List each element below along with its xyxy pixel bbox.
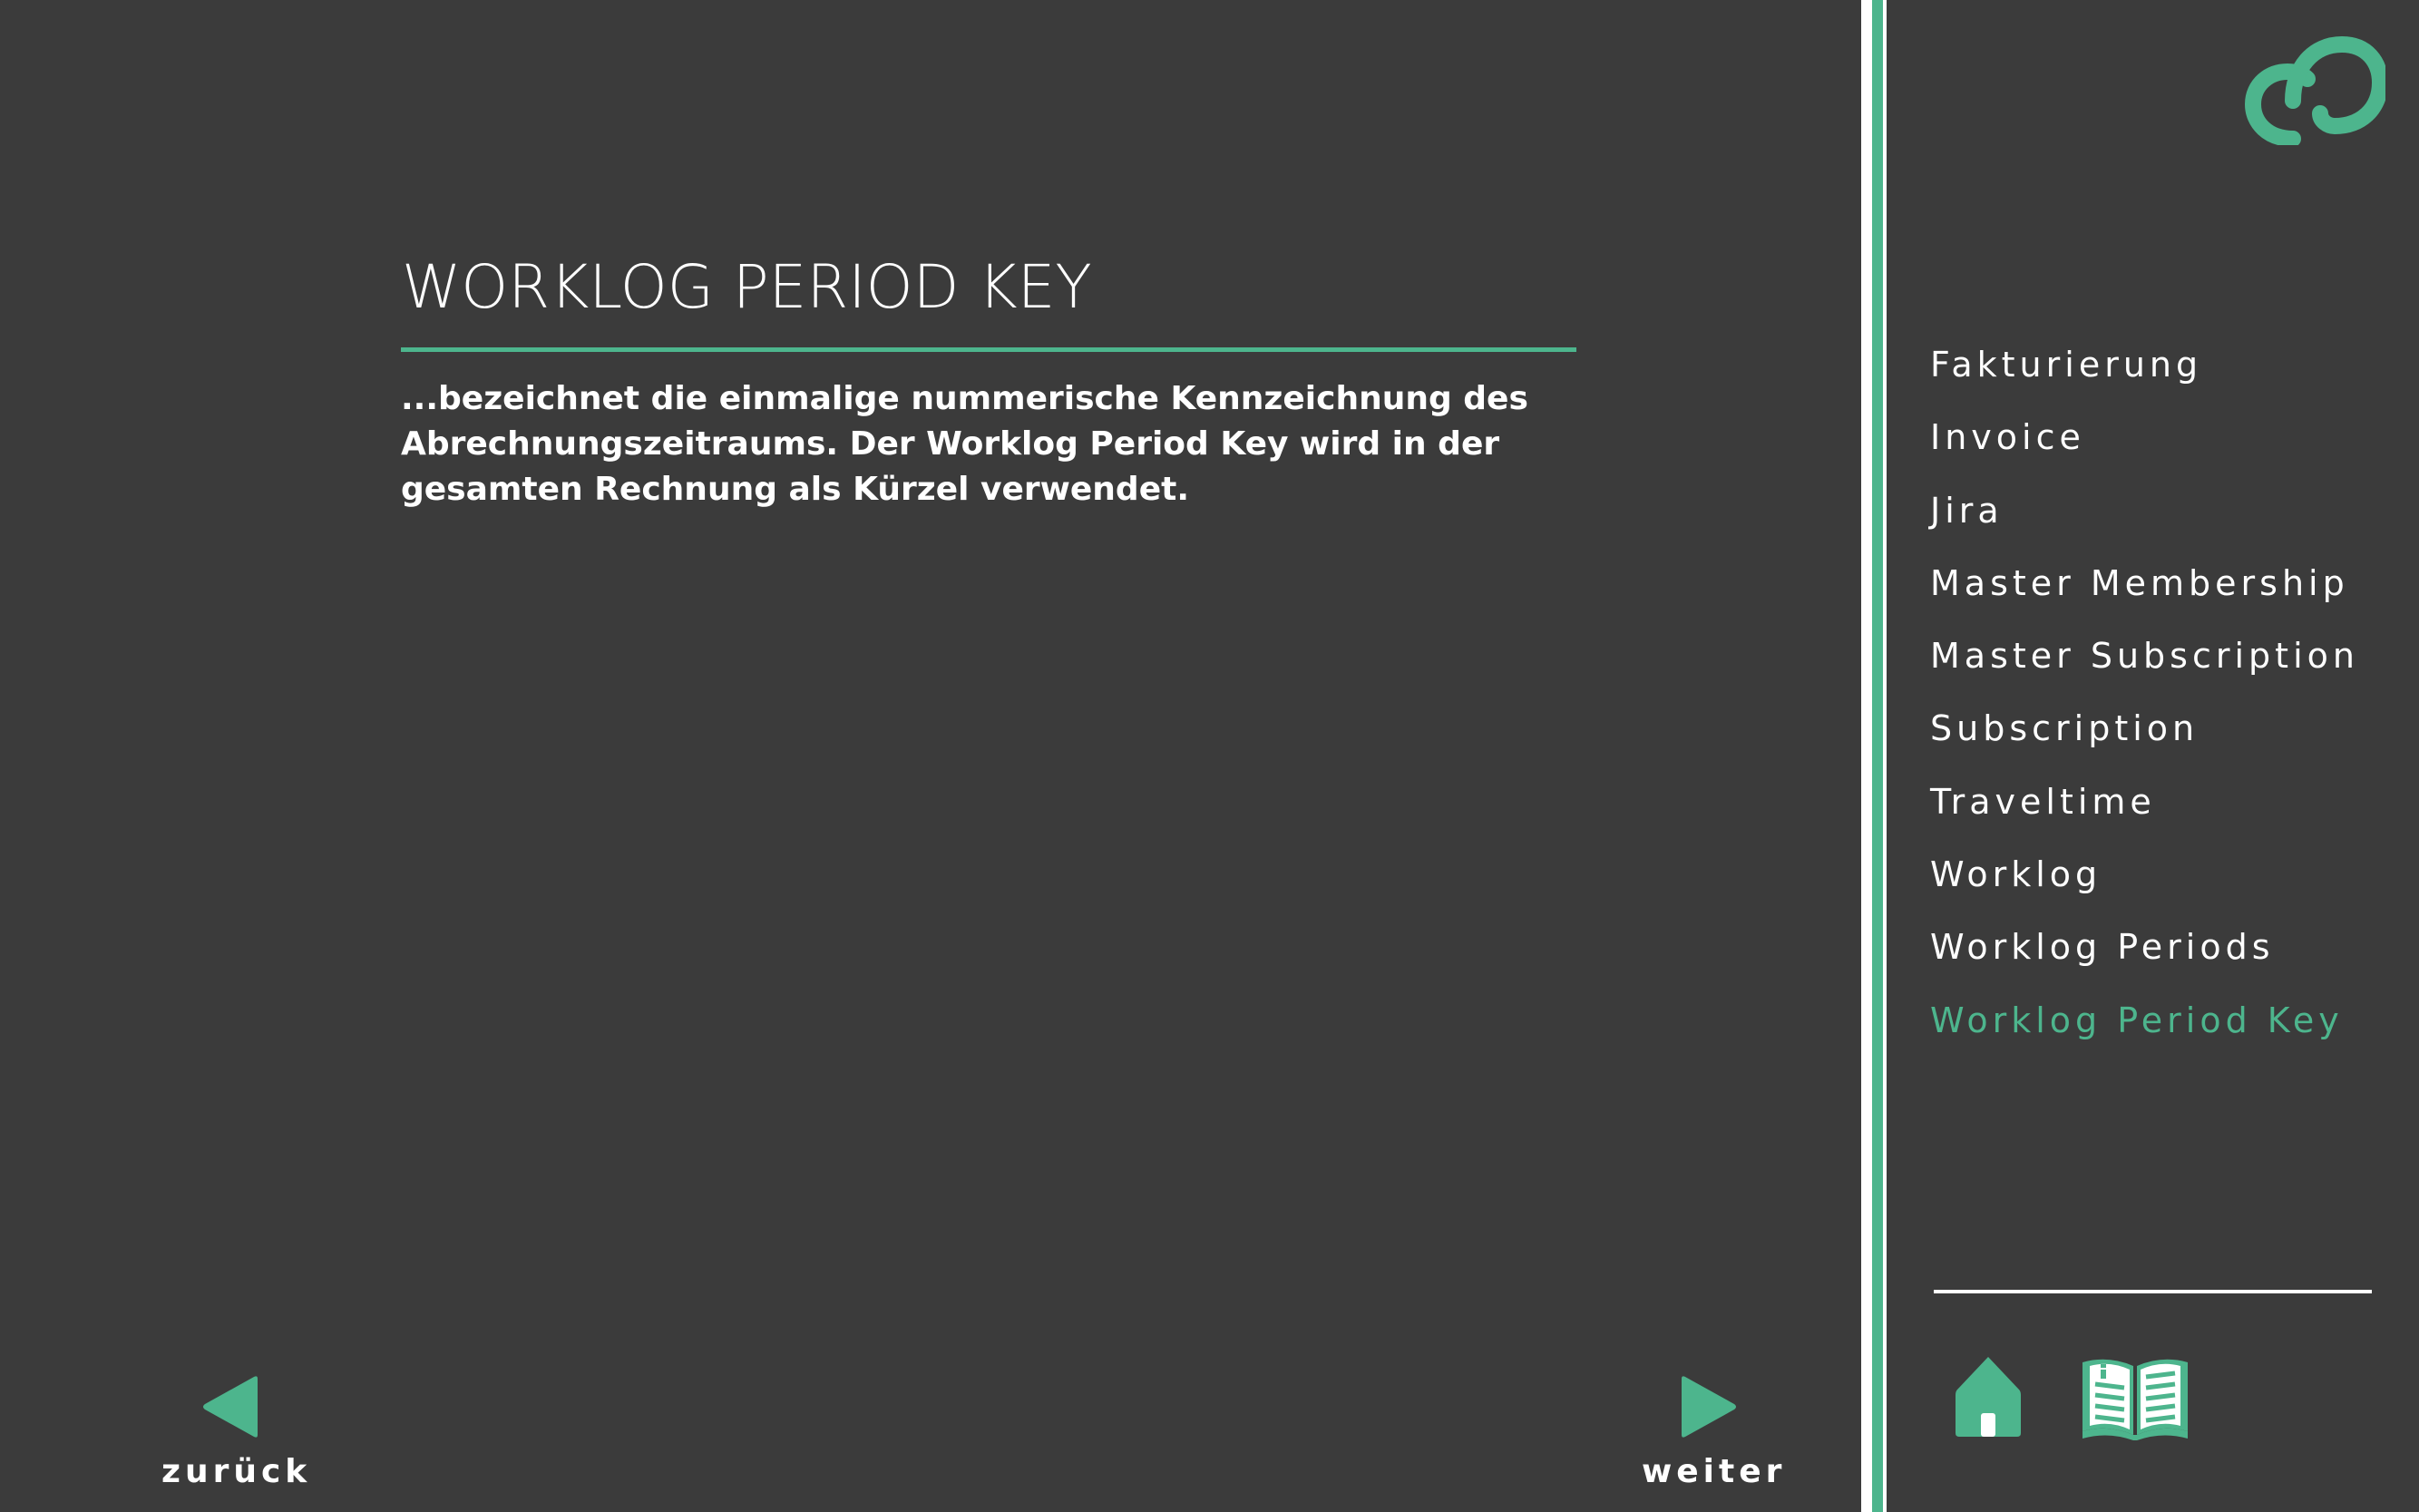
sidebar-item-fakturierung[interactable]: Fakturierung (1930, 345, 2203, 385)
sidebar-menu (1930, 336, 2359, 1064)
sidebar-footer-divider (1934, 1290, 2372, 1293)
sidebar-divider (1861, 0, 1872, 1512)
sidebar-item-worklog[interactable]: Worklog (1930, 854, 2102, 895)
sidebar-item-subscription[interactable]: Subscription (1930, 708, 2200, 749)
back-label: zurück (161, 1453, 312, 1490)
page-title: WORKLOG PERIOD KEY (402, 252, 1092, 322)
sidebar-item-worklog-period-key[interactable]: Worklog Period Key (1930, 1000, 2344, 1040)
sidebar-divider-accent (1872, 0, 1883, 1512)
next-label: weiter (1642, 1453, 1787, 1490)
book-icon[interactable] (2081, 1357, 2190, 1440)
sidebar-item-worklog-periods[interactable]: Worklog Periods (1930, 927, 2275, 968)
home-icon[interactable] (1954, 1355, 2023, 1439)
next-button[interactable] (1642, 1375, 1787, 1490)
sidebar-item-invoice[interactable]: Invoice (1930, 417, 2085, 458)
sidebar-item-master-membership[interactable]: Master Membership (1930, 562, 2349, 603)
sidebar-item-master-subscription[interactable]: Master Subscription (1930, 636, 2359, 677)
page-description: ...bezeichnet die einmalige nummerische Kennzeichnung des Abrechnungszeitraums. Der Worklog Period Key wird in der gesamten Rechnung als Kürzel verwendet. (401, 380, 1528, 508)
title-underline (401, 347, 1576, 352)
sidebar-item-jira[interactable]: Jira (1930, 490, 2004, 531)
sidebar-item-traveltime[interactable]: Traveltime (1930, 781, 2156, 822)
back-button[interactable] (161, 1375, 312, 1490)
cloud-logo-icon (2240, 32, 2385, 145)
triangle-left-icon (198, 1375, 261, 1439)
triangle-right-icon (1678, 1375, 1741, 1439)
